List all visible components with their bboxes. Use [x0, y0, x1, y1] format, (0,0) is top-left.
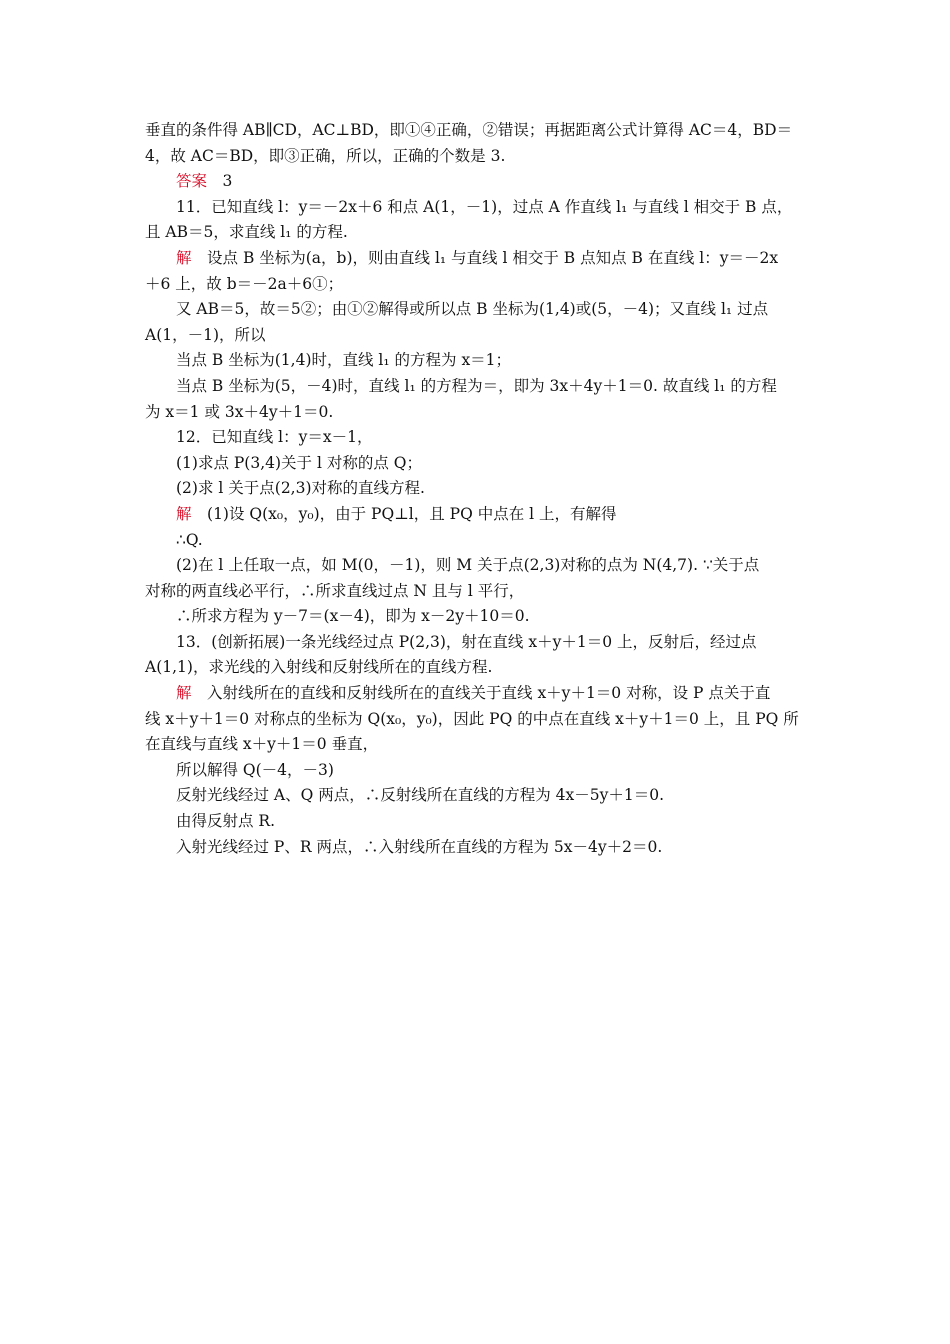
line-text: 线 x＋y＋1＝0 对称点的坐标为 Q(x₀，y₀)，因此 PQ 的中点在直线 x＋y＋1＝0 上，且 PQ 所 — [145, 709, 799, 728]
text-line — [145, 169, 810, 195]
text-line — [145, 809, 810, 835]
text-line — [145, 681, 810, 707]
line-text: 入射光线经过 P、R 两点，∴入射线所在直线的方程为 5x－4y＋2＝0. — [176, 837, 663, 856]
line-text: 反射光线经过 A、Q 两点，∴反射线所在直线的方程为 4x－5y＋1＝0. — [176, 786, 665, 805]
line-text: 由得反射点 R. — [176, 812, 276, 831]
text-line — [145, 246, 810, 272]
line-text: A(1，－1)，所以 — [145, 325, 266, 344]
text-line — [145, 604, 810, 630]
line-text: A(1,1)，求光线的入射线和反射线所在的直线方程. — [145, 658, 493, 677]
text-line — [145, 272, 810, 298]
line-text: 11．已知直线 l：y＝－2x＋6 和点 A(1，－1)，过点 A 作直线 l₁ 与直线 l 相交于 B 点， — [176, 197, 793, 216]
line-text: (1)设 Q(x₀，y₀)，由于 PQ⊥l，且 PQ 中点在 l 上，有解得 — [191, 504, 617, 523]
solution-label: 解 — [176, 504, 192, 523]
line-text: 当点 B 坐标为(5，－4)时，直线 l₁ 的方程为＝，即为 3x＋4y＋1＝0. 故直线 l₁ 的方程 — [176, 376, 777, 395]
text-line — [145, 144, 810, 170]
text-line — [145, 297, 810, 323]
text-line — [145, 553, 810, 579]
text-line — [145, 758, 810, 784]
line-text: 垂直的条件得 AB∥CD，AC⊥BD，即①④正确，②错误；再据距离公式计算得 AC＝4，BD＝ — [145, 121, 793, 139]
text-line — [145, 348, 810, 374]
text-line — [145, 451, 810, 477]
text-line — [145, 732, 810, 758]
text-line — [145, 220, 810, 246]
line-text: (2)在 l 上任取一点，如 M(0，－1)，则 M 关于点(2,3)对称的点为 N(4,7). ∵关于点 — [176, 556, 760, 575]
text-line — [145, 579, 810, 605]
text-line — [145, 630, 810, 656]
line-text: 12．已知直线 l：y＝x－1， — [176, 428, 373, 447]
line-text: 入射线所在的直线和反射线所在的直线关于直线 x＋y＋1＝0 对称，设 P 点关于直 — [191, 684, 771, 703]
text-line — [145, 835, 810, 861]
text-line — [145, 707, 810, 733]
line-text: (1)求点 P(3,4)关于 l 对称的点 Q； — [176, 453, 423, 472]
line-text: 又 AB＝5，故＝5②；由①②解得或所以点 B 坐标为(1,4)或(5，－4)；又直线 l₁ 过点 — [176, 300, 769, 319]
answer-label: 答案 — [176, 172, 208, 191]
text-line — [145, 374, 810, 400]
text-line — [145, 400, 810, 426]
text-line — [145, 476, 810, 502]
text-line — [145, 655, 810, 681]
document-body — [145, 118, 810, 860]
line-text: 所以解得 Q(－4，－3) — [176, 760, 334, 779]
solution-label: 解 — [176, 248, 192, 267]
line-text: 对称的两直线必平行，∴所求直线过点 N 且与 l 平行， — [145, 581, 525, 600]
text-line — [145, 118, 810, 144]
line-text: 且 AB＝5，求直线 l₁ 的方程. — [145, 223, 348, 242]
line-text: 为 x＝1 或 3x＋4y＋1＝0. — [145, 402, 334, 421]
line-text: 3 — [207, 172, 233, 191]
line-text: (2)求 l 关于点(2,3)对称的直线方程. — [176, 479, 425, 498]
text-line — [145, 528, 810, 554]
text-line — [145, 502, 810, 528]
solution-label: 解 — [176, 684, 192, 703]
line-text: 13．(创新拓展)一条光线经过点 P(2,3)，射在直线 x＋y＋1＝0 上，反射后，经过点 — [176, 632, 757, 651]
line-text: ∴所求方程为 y－7＝(x－4)，即为 x－2y＋10＝0. — [176, 607, 530, 626]
text-line — [145, 323, 810, 349]
text-line — [145, 783, 810, 809]
line-text: 4，故 AC＝BD，即③正确，所以，正确的个数是 3. — [145, 146, 506, 165]
line-text: 当点 B 坐标为(1,4)时，直线 l₁ 的方程为 x＝1； — [176, 351, 512, 370]
text-line — [145, 195, 810, 221]
line-text: 在直线与直线 x＋y＋1＝0 垂直， — [145, 735, 379, 754]
line-text: ∴Q. — [176, 530, 203, 549]
line-text: 设点 B 坐标为(a，b)，则由直线 l₁ 与直线 l 相交于 B 点知点 B 在直线 l：y＝－2x — [191, 248, 779, 267]
line-text: ＋6 上，故 b＝－2a＋6①； — [145, 274, 344, 293]
text-line — [145, 425, 810, 451]
